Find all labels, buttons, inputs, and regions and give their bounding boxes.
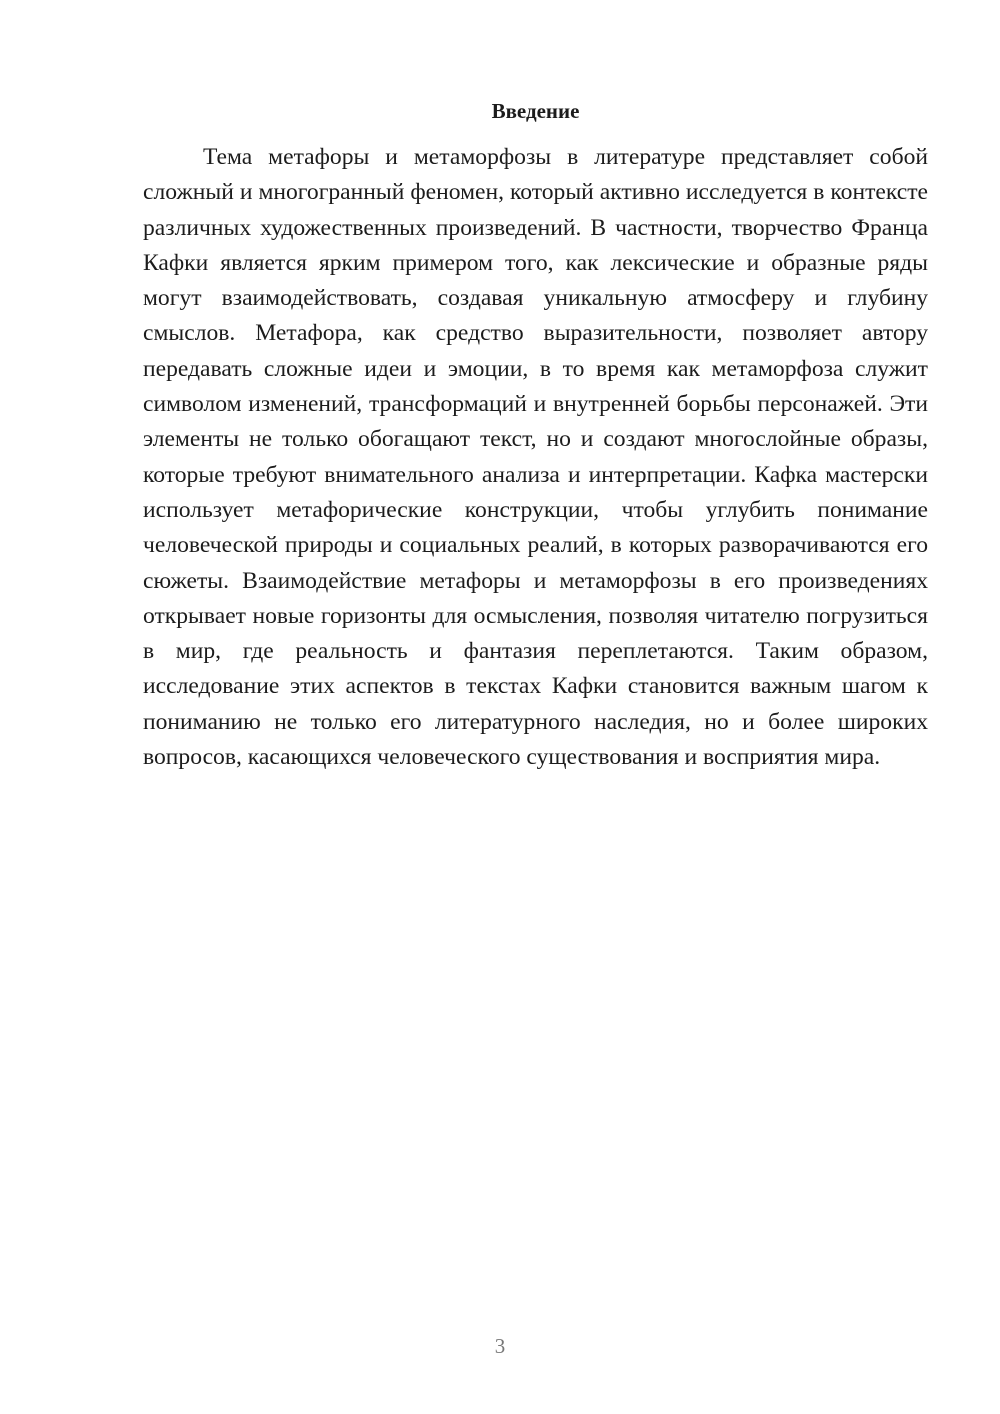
body-paragraph: Тема метафоры и метаморфозы в литературе представляет собой сложный и многогранный феномен, который активно исследуется в контексте различных художественных произведений. В частности, творчество Франца Кафки является ярким примером того, как лексические и образные ряды могут взаимодействовать, создавая уникальную атмосферу и глубину смыслов. Метафора, как средство выразительности, позволяет автору передавать сложные идеи и эмоции, в то время как метаморфоза служит символом изменений, трансформаций и внутренней борьбы персонажей. Эти элементы не только обогащают текст, но и создают многослойные образы, которые требуют внимательного анализа и интерпретации. Кафка мастерски использует метафорические конструкции, чтобы углубить понимание человеческой природы и социальных реалий, в которых разворачиваются его сюжеты. Взаимодействие метафоры и метаморфозы в его произведениях открывает новые горизонты для осмысления, позволяя читателю погрузиться в мир, где реальность и фантазия переплетаются. Таким образом, исследование этих аспектов в текстах Кафки становится важным шагом к пониманию не только его литературного наследия, но и более широких вопросов, касающихся человеческого существования и восприятия мира. <box>143 144 928 771</box>
section-heading: Введение <box>491 99 580 123</box>
page-number: 3 <box>494 1334 506 1358</box>
